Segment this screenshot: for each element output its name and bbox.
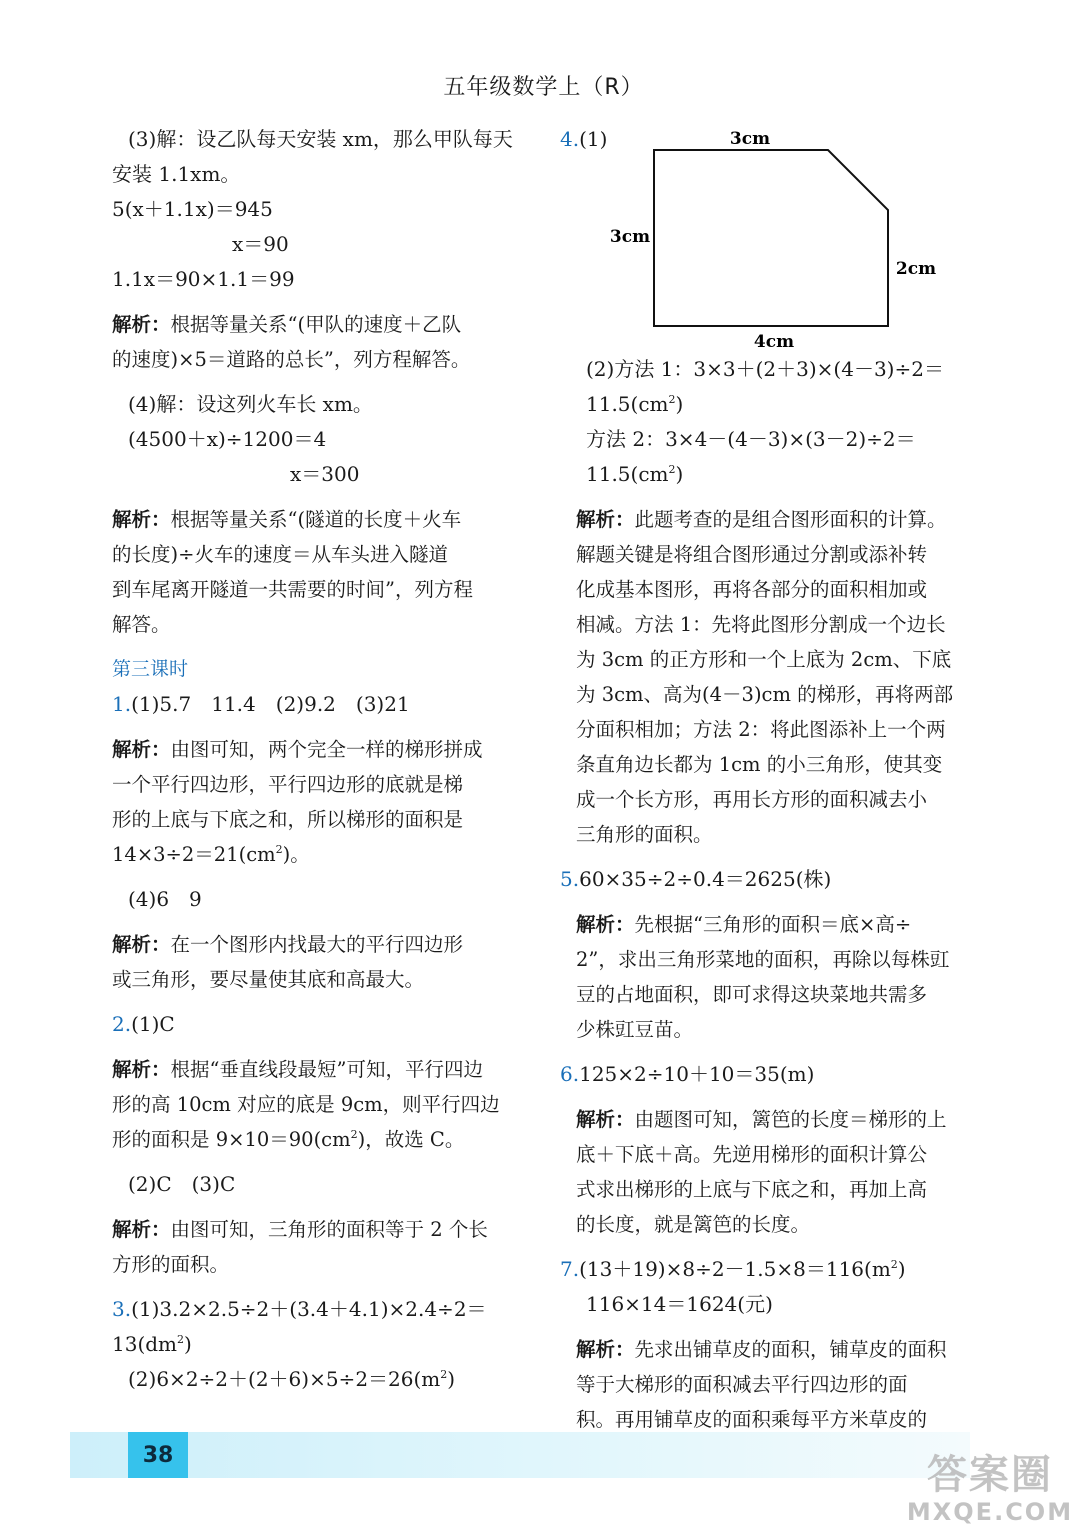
q6-analysis-line-3: 式求出梯形的上底与下底之和，再加上高 [576, 1178, 928, 1201]
q7-analysis-line-2: 等于大梯形的面积减去平行四边形的面 [576, 1373, 908, 1396]
q6-analysis-line-4: 的长度，就是篱笆的长度。 [576, 1213, 811, 1236]
analysis-label: 解析： [112, 313, 171, 336]
q2-analysis-line-1: 解析：根据“垂直线段最短”可知，平行四边 [112, 1058, 483, 1081]
top-side-label: 3cm [729, 129, 771, 149]
q4-analysis-line-6: 为 3cm、高为(4－3)cm 的梯形，再将两部 [576, 683, 954, 706]
p3-equation-2: x＝90 [232, 232, 289, 256]
right-side-label: 2cm [895, 259, 937, 279]
q5-analysis-line-4: 少株豇豆苗。 [576, 1018, 694, 1041]
q4-analysis-line-9: 成一个长方形，再用长方形的面积减去小 [576, 788, 928, 811]
q4-analysis-line-3: 化成基本图形，再将各部分的面积相加或 [576, 578, 928, 601]
p4-analysis-line-3: 到车尾离开隧道一共需要的时间”，列方程 [112, 578, 473, 601]
analysis-label: 解析： [112, 738, 171, 761]
q7-analysis-line-3: 积。再用铺草皮的面积乘每平方米草皮的 [576, 1408, 928, 1431]
q1-part4-answer: (4)6 9 [128, 887, 202, 911]
q2-part23-answer: (2)C (3)C [128, 1172, 236, 1196]
q4-label: 4.(1) [560, 127, 608, 151]
q1-part4-analysis-line-2: 或三角形，要尽量使其底和高最大。 [112, 968, 425, 991]
q1-analysis-line-3: 形的上底与下底之和，所以梯形的面积是 [112, 808, 464, 831]
q5-analysis-line-3: 豆的占地面积，即可求得这块菜地共需多 [576, 983, 928, 1006]
p3-analysis-line-2: 的速度)×5＝道路的总长”，列方程解答。 [112, 348, 471, 371]
p3-equation-3: 1.1x＝90×1.1＝99 [112, 267, 295, 291]
watermark-top-text: 答案圈 [927, 1452, 1053, 1498]
left-column [112, 122, 532, 1397]
page-number: 38 [128, 1432, 188, 1478]
q4-analysis-line-2: 解题关键是将组合图形通过分割或添补转 [576, 543, 928, 566]
q1-analysis-line-2: 一个平行四边形，平行四边形的底就是梯 [112, 773, 464, 796]
q4-method2-line-1: 方法 2：3×4－(4－3)×(3－2)÷2＝ [586, 427, 916, 451]
analysis-label: 解析： [576, 508, 635, 531]
analysis-label: 解析： [112, 1218, 171, 1241]
p4-analysis-line-1: 解析：根据等量关系“(隧道的长度＋火车 [112, 508, 462, 531]
q4-method1-line-1: (2)方法 1：3×3＋(2＋3)×(4－3)÷2＝ [586, 357, 944, 381]
q3-answer-line-1: 3.(1)3.2×2.5÷2＋(3.4＋4.1)×2.4÷2＝ [112, 1297, 487, 1321]
q4-analysis-line-10: 三角形的面积。 [576, 823, 713, 846]
p4-equation-2: x＝300 [290, 462, 360, 486]
analysis-label: 解析： [576, 1108, 635, 1131]
q4-analysis-line-7: 分面积相加；方法 2：将此图添补上一个两 [576, 718, 946, 741]
q2-analysis-line-2: 形的高 10cm 对应的底是 9cm，则平行四边 [112, 1093, 500, 1116]
q2-analysis-line-3: 形的面积是 $9\times 10=90(cm^2)$，故选 C。 [112, 1128, 465, 1151]
section-title: 第三课时 [112, 658, 189, 680]
p4-analysis-line-4: 解答。 [112, 613, 171, 636]
p3-equation-1: 5(x＋1.1x)＝945 [112, 197, 273, 221]
analysis-label: 解析： [576, 1338, 635, 1361]
q2-part23-analysis-line-2: 方形的面积。 [112, 1253, 230, 1276]
q4-analysis-line-1: 解析：此题考查的是组合图形面积的计算。 [576, 508, 947, 531]
q6-analysis-line-2: 底＋下底＋高。先逆用梯形的面积计算公 [576, 1143, 928, 1166]
analysis-label: 解析： [576, 913, 635, 936]
q3-answer-line-3: $(2)6\times 2\div 2+(2+6)\times 5\div 2=26(m^2)$ [128, 1367, 456, 1391]
q7-answer-line-1: $7.(13+19)\times 8\div 2-1.5\times 8=116(m^2)$ [560, 1257, 906, 1281]
p4-solution: (4)解：设这列火车长 xm。 [128, 392, 373, 416]
q1-analysis-line-4: $14\times 3\div 2=21(cm^2)$。 [112, 843, 310, 866]
left-side-label: 3cm [609, 227, 651, 247]
q1-answer: 1.(1)5.7 11.4 (2)9.2 (3)21 [112, 692, 410, 716]
q1-analysis-line-1: 解析：由图可知，两个完全一样的梯形拼成 [112, 738, 483, 761]
q2-answer: 2.(1)C [112, 1012, 175, 1036]
analysis-label: 解析： [112, 933, 171, 956]
watermark-bottom-text: MXQE.COM [906, 1498, 1074, 1526]
watermark-logo [900, 1452, 1080, 1532]
q7-answer-line-2: 116×14＝1624(元) [586, 1292, 773, 1316]
right-column [560, 122, 980, 1472]
q5-analysis-line-1: 解析：先根据“三角形的面积＝底×高÷ [576, 913, 912, 936]
q4-analysis-line-5: 为 3cm 的正方形和一个上底为 2cm、下底 [576, 648, 952, 671]
analysis-label: 解析： [112, 1058, 171, 1081]
p4-equation-1: (4500＋x)÷1200＝4 [128, 427, 327, 451]
q6-answer: 6.125×2÷10＋10＝35(m) [560, 1062, 815, 1086]
p4-analysis-line-2: 的长度)÷火车的速度＝从车头进入隧道 [112, 543, 448, 566]
q6-analysis-line-1: 解析：由题图可知，篱笆的长度＝梯形的上 [576, 1108, 947, 1131]
footer-band [70, 1432, 970, 1478]
q7-analysis-line-1: 解析：先求出铺草皮的面积，铺草皮的面积 [576, 1338, 947, 1361]
p3-solution-line-2: 安装 1.1xm。 [112, 162, 241, 186]
q1-part4-analysis-line-1: 解析：在一个图形内找最大的平行四边形 [112, 933, 464, 956]
q4-figure [560, 122, 980, 352]
q5-answer: 5.60×35÷2÷0.4＝2625(株) [560, 867, 832, 891]
p3-solution-line-1: (3)解：设乙队每天安装 xm，那么甲队每天 [128, 127, 513, 151]
q4-analysis-line-8: 条直角边长都为 1cm 的小三角形，使其变 [576, 753, 943, 776]
q4-method2-line-2: $11.5(cm^2)$ [586, 462, 684, 486]
bottom-side-label: 4cm [753, 332, 795, 352]
pentagon-diagram [560, 122, 980, 352]
q4-analysis-line-4: 相减。方法 1：先将此图形分割成一个边长 [576, 613, 946, 636]
q3-answer-line-2: $13(dm^2)$ [112, 1332, 192, 1356]
analysis-label: 解析： [112, 508, 171, 531]
pentagon-shape [654, 150, 888, 326]
page-header-title: 五年级数学上（R） [443, 75, 644, 100]
p3-analysis-line-1: 解析：根据等量关系“(甲队的速度＋乙队 [112, 313, 462, 336]
q5-analysis-line-2: 2”，求出三角形菜地的面积，再除以每株豇 [576, 948, 950, 971]
q4-method1-line-2: $11.5(cm^2)$ [586, 392, 684, 416]
q2-part23-analysis-line-1: 解析：由图可知，三角形的面积等于 2 个长 [112, 1218, 488, 1241]
